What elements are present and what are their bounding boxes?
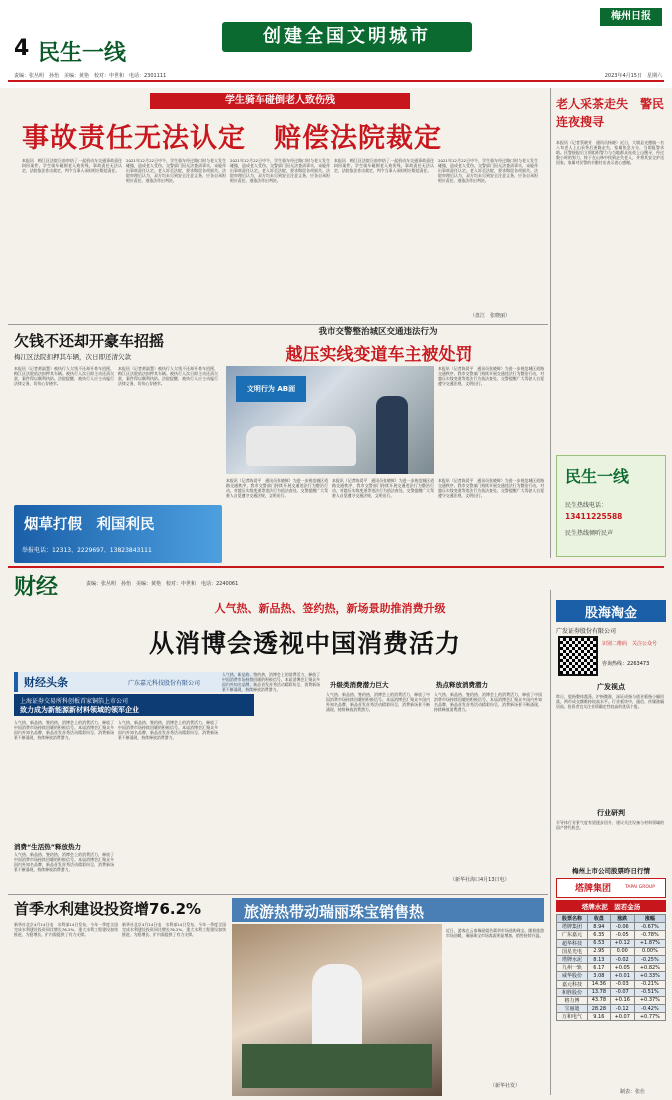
stock-cell: +0.12	[610, 939, 634, 947]
stock-table-body	[557, 923, 666, 1021]
story1-body-col2: 2021年12月22日中午，学生骑车经过路口时与老人发生碰撞，造成老人受伤。交警部门因无法查清事实，未能作出事故责任认定。老人诉至法院，要求赔偿各项损失。法院审理后认为，双方均未尽到安全注意义务，应各自承担相应责任，遂依法作出判决。	[126, 158, 226, 184]
anti-counterfeit-banner	[14, 505, 222, 563]
promo-big-text: 烟草打假 利国利民	[24, 517, 155, 533]
stock-cell: 塔牌集团	[557, 923, 588, 931]
finance-section-title: 财经	[14, 575, 59, 600]
tapai-logo-text: 塔牌集团	[575, 884, 612, 894]
col-close: 收盘	[588, 915, 611, 923]
stock-row	[557, 980, 666, 988]
sponsor-line2: 致力成为新能源新材料领域的领军企业	[20, 706, 139, 714]
stock-cell: 9.16	[588, 1013, 611, 1021]
stock-row	[557, 955, 666, 963]
stock-cell: 13.78	[588, 988, 611, 996]
stock-cell: 万和电气	[557, 1013, 588, 1021]
stock-row	[557, 996, 666, 1004]
stock-cell: 广东嘉元	[557, 931, 588, 939]
civic-banner	[222, 22, 472, 52]
tourism-headline: 旅游热带动瑞丽珠宝销售热	[244, 903, 425, 921]
story1-headline: 事故责任无法认定 赔偿法院裁定	[22, 123, 442, 154]
section-title: 民生一线	[38, 41, 127, 66]
story3-body-col-right: 本报讯（记者陈爱平 通讯员张晓辉）为进一步规范城区道路交通秩序，我市交警部门持续开展交通违法行为整治行动，对越压实线变道等违法行为依法查处。交警提醒广大驾驶人自觉遵守交通法规，文明出行。	[438, 366, 544, 387]
header-rule	[8, 80, 664, 82]
finance-column-tag	[14, 672, 254, 692]
stock-cell: -0.42%	[634, 1005, 665, 1013]
market-title: 行业研判	[597, 809, 625, 817]
stock-cell: 和胜股份	[557, 988, 588, 996]
story1-byline: （盘江 张晓丽）	[470, 313, 511, 319]
white-car	[246, 426, 356, 466]
story1-body-col5: 2021年12月22日中午，学生骑车经过路口时与老人发生碰撞，造成老人受伤。交警部门因无法查清事实，未能作出事故责任认定。老人诉至法院，要求赔偿各项损失。法院审理后认为，双方均未尽到安全注意义务，应各自承担相应责任，遂依法作出判决。	[438, 158, 538, 184]
police-officer	[376, 396, 408, 474]
water-headline: 首季水利建设投资增76.2%	[14, 900, 202, 918]
finance-headline: 从消博会透视中国消费活力	[148, 629, 461, 658]
right-column-divider	[550, 88, 551, 558]
right1-headline-text: 老人采茶走失 警民连夜搜寻	[556, 97, 665, 129]
story1-body-col4: 本报讯 梅江区法院日前审结了一起机动车交通事故责任纠纷案件。学生骑车碰倒老人致伤残，事故责任无法认定，法院依法作出裁定，判令当事人承担相应赔偿责任。	[334, 158, 434, 174]
stock-cell: 8.94	[588, 923, 611, 931]
stock-cell: +0.82%	[634, 964, 665, 972]
stock-cell: -0.25%	[634, 955, 665, 963]
finance-byline: （新华社海口4月13日电）	[450, 877, 510, 883]
tourism-byline: （新华社发）	[490, 1083, 521, 1089]
stock-cell: +0.37%	[634, 996, 665, 1004]
stock-cell: +0.16	[610, 996, 634, 1004]
stock-row	[557, 964, 666, 972]
qr-note: 识别二维码 关注公众号	[602, 641, 658, 647]
stock-cell: 8.13	[588, 955, 611, 963]
page-editors: 责编：张丛明 孙怡 美编：黄艳 校对：申世和 电话：2301111	[14, 73, 167, 79]
stock-cell: 九州一轨	[557, 964, 588, 972]
right-finance-divider	[550, 590, 551, 1095]
traffic-police-photo	[226, 366, 434, 474]
story3-body-col3: 本报讯（记者陈爱平 通讯员张晓辉）为进一步规范城区道路交通秩序，我市交警部门持续开展交通违法行为整治行动，对越压实线变道等违法行为依法查处。交警提醒广大驾驶人自觉遵守交通法规，文明出行。	[438, 478, 544, 499]
story3-headline: 越压实线变道车主被处罚	[285, 345, 473, 365]
stock-cell: 6.17	[588, 964, 611, 972]
story3-body-col2: 本报讯（记者陈爱平 通讯员张晓辉）为进一步规范城区道路交通秩序，我市交警部门持续开展交通违法行为整治行动，对越压实线变道等违法行为依法查处。交警提醒广大驾驶人自觉遵守交通法规，文明出行。	[332, 478, 434, 499]
stock-cell: -0.06	[610, 923, 634, 931]
promo-hotline: 举报电话：12313、2229697、13823843111	[22, 547, 152, 554]
stock-table-wrap	[556, 914, 666, 1021]
haitao-tel: 咨询热线：2263473	[602, 661, 650, 667]
minsheng-note: 民生热线倾听民声	[565, 530, 614, 537]
finance-body-col5: 人气热、新品热、签约热，消博会上的消费活力，释放了中国消费市场持续回暖的积极信号。本届消博会汇聚众多国内外知名品牌，新品首发首秀活动精彩纷呈，消费新场景不断涌现，持续释放消费潜力。	[434, 692, 542, 713]
jewelry-market-photo	[232, 924, 442, 1096]
civility-sign	[236, 376, 306, 402]
col-name: 股票名称	[557, 915, 588, 923]
section-number	[14, 36, 29, 61]
right1-body: 本报讯（记者蔡晓芳 通讯员杨晓）近日，大埔县光德镇一名八旬老人上山采茶后迷路走失，家属焦急万分，当即报警求助。民警接报后立即组织警力与当地群众连夜上山搜寻，经过数小时的努力，终于在山林中找到走失老人，并将其安全护送回家。家属对民警的辛勤付出表示衷心感谢。	[556, 140, 664, 166]
stock-row	[557, 947, 666, 955]
water-divider	[8, 894, 548, 895]
stock-cell: 6.53	[588, 939, 611, 947]
table-editor-note: 制表：张仕	[620, 1089, 646, 1095]
stock-cell: 28.28	[588, 1005, 611, 1013]
finance-editors: 责编：张丛明 孙怡 美编：黄艳 校对：申世和 电话：2240061	[86, 581, 239, 587]
stock-cell: 6.35	[588, 931, 611, 939]
minsheng-tel-label: 民生热线电话：	[565, 502, 608, 509]
paper-name: 梅州日报	[611, 11, 651, 22]
sponsor-line1: 上海证券交易所科创板首家铜箔上市公司	[20, 698, 129, 705]
stock-cell: +0.01	[610, 972, 634, 980]
stock-row	[557, 972, 666, 980]
column-tag-text: 财经头条	[24, 676, 68, 689]
finance-sub2: 升级类消费潜力巨大	[330, 681, 389, 689]
col-pct: 涨幅	[634, 915, 665, 923]
stock-row	[557, 1005, 666, 1013]
stock-cell: 威华股份	[557, 972, 588, 980]
stock-cell: -0.07	[610, 988, 634, 996]
stock-cell: 嘉元科技	[557, 980, 588, 988]
finance-body-col1: 人气热、新品热、签约热，消博会上的消费活力，释放了中国消费市场持续回暖的积极信号。本届消博会汇聚众多国内外知名品牌，新品首发首秀活动精彩纷呈，消费新场景不断涌现，持续释放消费潜力。	[14, 720, 114, 741]
stock-cell: -0.21%	[634, 980, 665, 988]
stock-cell: -0.51%	[634, 988, 665, 996]
minsheng-ad	[556, 455, 666, 557]
stock-cell: -0.03	[610, 980, 634, 988]
stock-cell: 2.95	[588, 947, 611, 955]
stock-cell: 塔牌水泥	[557, 955, 588, 963]
jewelry-display	[242, 1044, 432, 1088]
story2-body-col2: 本报讯（记者黄淑慧）被执行人欠钱不还却开豪车招摇，梅江区法院依法扣押其车辆。被执行人次日即主动还清欠款，案件得以顺利执结。法院提醒，被执行人应主动履行法律义务，切勿心存侥幸。	[118, 366, 218, 387]
tapai-slogan-bar	[556, 900, 666, 912]
tapai-slogan: 塔牌水泥 固若金汤	[581, 903, 641, 911]
stock-cell: 格力博	[557, 996, 588, 1004]
tourism-headline-bar	[232, 898, 544, 922]
civic-banner-text: 创建全国文明城市	[263, 26, 431, 47]
stock-cell: +0.05	[610, 964, 634, 972]
masthead-logo	[600, 8, 662, 26]
stock-cell: -0.05	[610, 931, 634, 939]
stock-cell: 宝丽迪	[557, 1005, 588, 1013]
story2-body-col1: 本报讯（记者黄淑慧）被执行人欠钱不还却开豪车招摇，梅江区法院依法扣押其车辆。被执行人次日即主动还清欠款，案件得以顺利执结。法院提醒，被执行人应主动履行法律义务，切勿心存侥幸。	[14, 366, 114, 387]
stock-cell: 超华科技	[557, 939, 588, 947]
view-body: 昨日，股指整体震荡。沪指微涨，深证成指与创业板指小幅回落，两市成交额维持较高水平。行业板块中，通信、传媒涨幅居前。投资者宜关注业绩确定性较高的优质个股。	[556, 694, 664, 710]
stock-table-head	[557, 915, 666, 923]
col-change: 涨跌	[610, 915, 634, 923]
stock-row	[557, 931, 666, 939]
stock-cell: +0.07	[610, 1013, 634, 1021]
section-num-text: 4	[14, 36, 30, 61]
stock-cell: -0.12	[610, 1005, 634, 1013]
stock-cell: 14.36	[588, 980, 611, 988]
stock-cell: -0.02	[610, 955, 634, 963]
stock-row	[557, 1013, 666, 1021]
stock-cell: 43.78	[588, 996, 611, 1004]
stocks-header: 梅州上市公司股票昨日行情	[572, 867, 650, 875]
water-body-col2: 新华社北京4月14日电 水利部14日发布，今年一季度全国完成水利建设投资同比增长76.2%，重大水利工程建设加快推进，为稳增长、扩内需提供了有力支撑。	[122, 922, 226, 938]
finance-top-rule	[8, 566, 664, 568]
haitao-title-bar	[556, 600, 666, 622]
haitao-company: 广发证券股份有限公司	[556, 628, 617, 635]
right1-headline	[556, 95, 666, 131]
story2-sub: 梅江区法院扣押其车辆，次日即还清欠款	[14, 353, 131, 361]
story3-body-col1: 本报讯（记者陈爱平 通讯员张晓辉）为进一步规范城区道路交通秩序，我市交警部门持续开展交通违法行为整治行动，对越压实线变道等违法行为依法查处。交警提醒广大驾驶人自觉遵守交通法规，文明出行。	[226, 478, 328, 499]
stock-row	[557, 939, 666, 947]
story1-kicker	[150, 93, 410, 109]
page-date: 2023年4月15日 星期六	[604, 73, 662, 79]
market-body: 半导体行业景气度有望逐步回升，建议关注设备与材料领域的国产替代机会。	[556, 820, 664, 831]
view-title: 广发视点	[597, 683, 625, 691]
stock-cell: +1.87%	[634, 939, 665, 947]
finance-body-col2: 人气热、新品热、签约热，消博会上的消费活力，释放了中国消费市场持续回暖的积极信号。本届消博会汇聚众多国内外知名品牌，新品首发首秀活动精彩纷呈，消费新场景不断涌现，持续释放消费潜力。	[118, 720, 218, 741]
finance-sub3: 热点释放消费潜力	[436, 681, 488, 689]
stock-row	[557, 988, 666, 996]
haitao-title: 股海淘金	[584, 606, 637, 621]
stock-row	[557, 923, 666, 931]
tapai-logo-box	[556, 878, 666, 898]
minsheng-ad-title: 民生一线	[565, 467, 630, 486]
stock-cell: 国星光电	[557, 947, 588, 955]
story1-kicker-text: 学生骑车碰倒老人致伤残	[225, 95, 335, 106]
finance-sub1: 消费“生活热”释放热力	[14, 843, 82, 851]
water-body-col1: 新华社北京4月14日电 水利部14日发布，今年一季度全国完成水利建设投资同比增长76.2%，重大水利工程建设加快推进，为稳增长、扩内需提供了有力支撑。	[14, 922, 118, 938]
finance-kicker: 人气热、新品热、签约热，新场景助推消费升级	[214, 602, 446, 615]
stock-table	[556, 914, 666, 1021]
sponsor-banner	[14, 694, 254, 716]
stock-cell: 0.00%	[634, 947, 665, 955]
stock-cell: -0.78%	[634, 931, 665, 939]
civility-sign-text: 文明行为 AB面	[246, 385, 296, 393]
story1-body-col3: 2021年12月22日中午，学生骑车经过路口时与老人发生碰撞，造成老人受伤。交警部门因无法查清事实，未能作出事故责任认定。老人诉至法院，要求赔偿各项损失。法院审理后认为，双方均未尽到安全注意义务，应各自承担相应责任，遂依法作出判决。	[230, 158, 330, 184]
stock-cell: 3.08	[588, 972, 611, 980]
finance-body-col4: 人气热、新品热、签约热，消博会上的消费活力，释放了中国消费市场持续回暖的积极信号。本届消博会汇聚众多国内外知名品牌，新品首发首秀活动精彩纷呈，消费新场景不断涌现，持续释放消费潜力。	[326, 692, 430, 713]
story3-kicker: 我市交警整治城区交通违法行为	[318, 327, 438, 337]
tapai-logo-sub: TAPAI GROUP	[625, 885, 655, 890]
story1-lead: 本报讯 梅江区法院日前审结了一起机动车交通事故责任纠纷案件。学生骑车碰倒老人致伤残，事故责任无法认定，法院依法作出裁定，判令当事人承担相应赔偿责任。	[22, 158, 122, 174]
finance-body-col3: 人气热、新品热、签约热，消博会上的消费活力，释放了中国消费市场持续回暖的积极信号。本届消博会汇聚众多国内外知名品牌，新品首发首秀活动精彩纷呈，消费新场景不断涌现，持续释放消费潜力。	[222, 672, 320, 693]
stock-cell: +0.77%	[634, 1013, 665, 1021]
sponsor-name: 广东嘉元科技股份有限公司	[128, 680, 201, 687]
minsheng-tel: 13411225588	[565, 512, 623, 521]
finance-body-col1b: 人气热、新品热、签约热，消博会上的消费活力，释放了中国消费市场持续回暖的积极信号。本届消博会汇聚众多国内外知名品牌，新品首发首秀活动精彩纷呈，消费新场景不断涌现，持续释放消费潜力。	[14, 852, 114, 873]
tourism-body: 近日，游客在云南瑞丽姐告翡翠市场选购珠宝。随着旅游市场回暖，瑞丽珠宝市场客流明显增加，销售持续升温。	[446, 928, 544, 939]
stock-cell: -0.67%	[634, 923, 665, 931]
story2-headline: 欠钱不还却开豪车招摇	[14, 332, 165, 350]
qr-code	[558, 636, 598, 676]
stock-cell: +0.33%	[634, 972, 665, 980]
stock-cell: 0.00	[610, 947, 634, 955]
